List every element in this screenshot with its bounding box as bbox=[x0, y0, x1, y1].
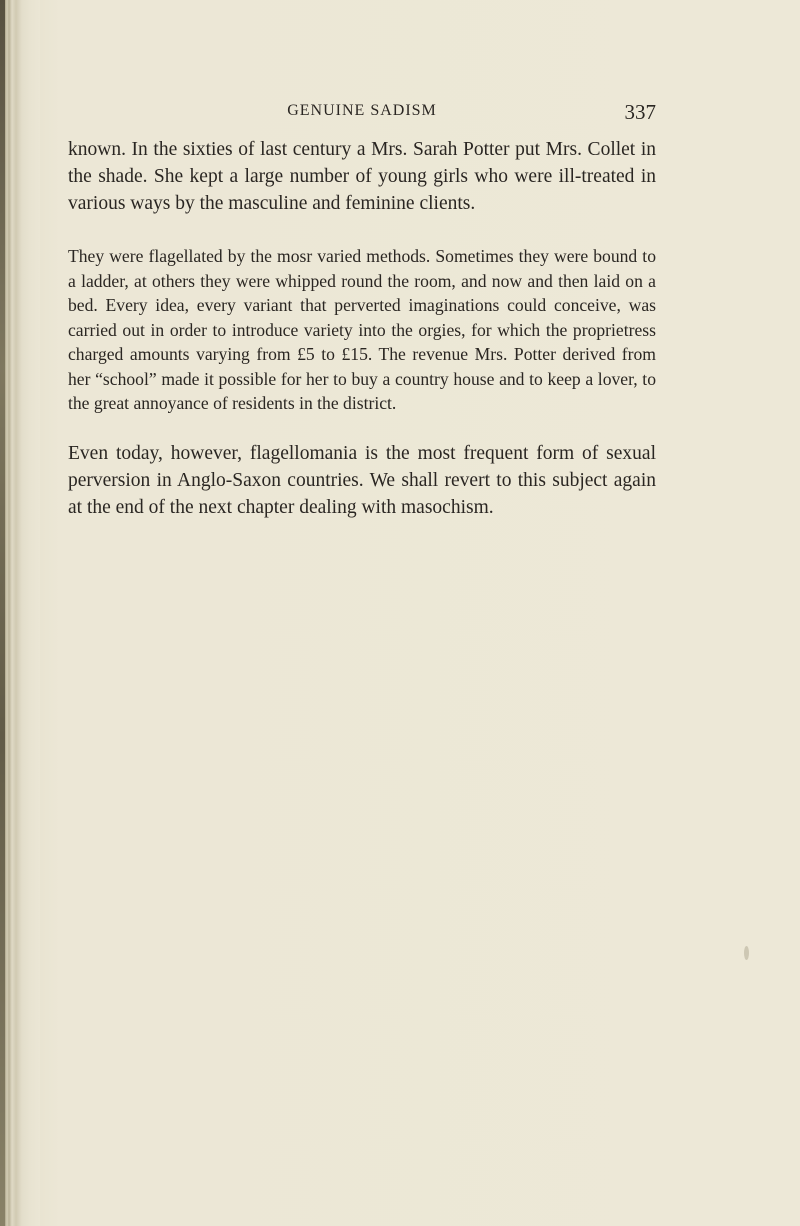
paragraph-3: Even today, however, flagellomania is the most frequent form of sexual perversion in Anglo-Saxon countries. We shall revert to this subject again at the end of the next chapter dealing with masochism. bbox=[68, 442, 656, 518]
paper-smudge bbox=[744, 946, 749, 960]
book-binding-edge bbox=[0, 0, 40, 1226]
page-header bbox=[68, 100, 656, 130]
paragraph-1: known. In the sixties of last century a Mrs. Sarah Potter put Mrs. Collet in the shade. She kept a large number of young girls who were ill-treated in various ways by the masculine and feminine clients. bbox=[68, 139, 656, 214]
page-number: 337 bbox=[624, 100, 656, 124]
running-head: GENUINE SADISM bbox=[287, 102, 437, 119]
body-text bbox=[68, 136, 656, 521]
paragraph-2: They were flagellated by the mosr varied methods. Sometimes they were bound to a ladder, at others they were whipped round the room, and now and then laid on a bed. Every idea, every variant that perverted imaginations could conceive, was carried out in order to introduce variety into the orgies, for which the proprietress charged amounts varying from £5 to £15. The revenue Mrs. Potter derived from her “school” made it possible for her to buy a country house and to keep a lover, to the great annoyance of residents in the district. bbox=[68, 246, 656, 413]
binding-spine bbox=[0, 0, 5, 1226]
